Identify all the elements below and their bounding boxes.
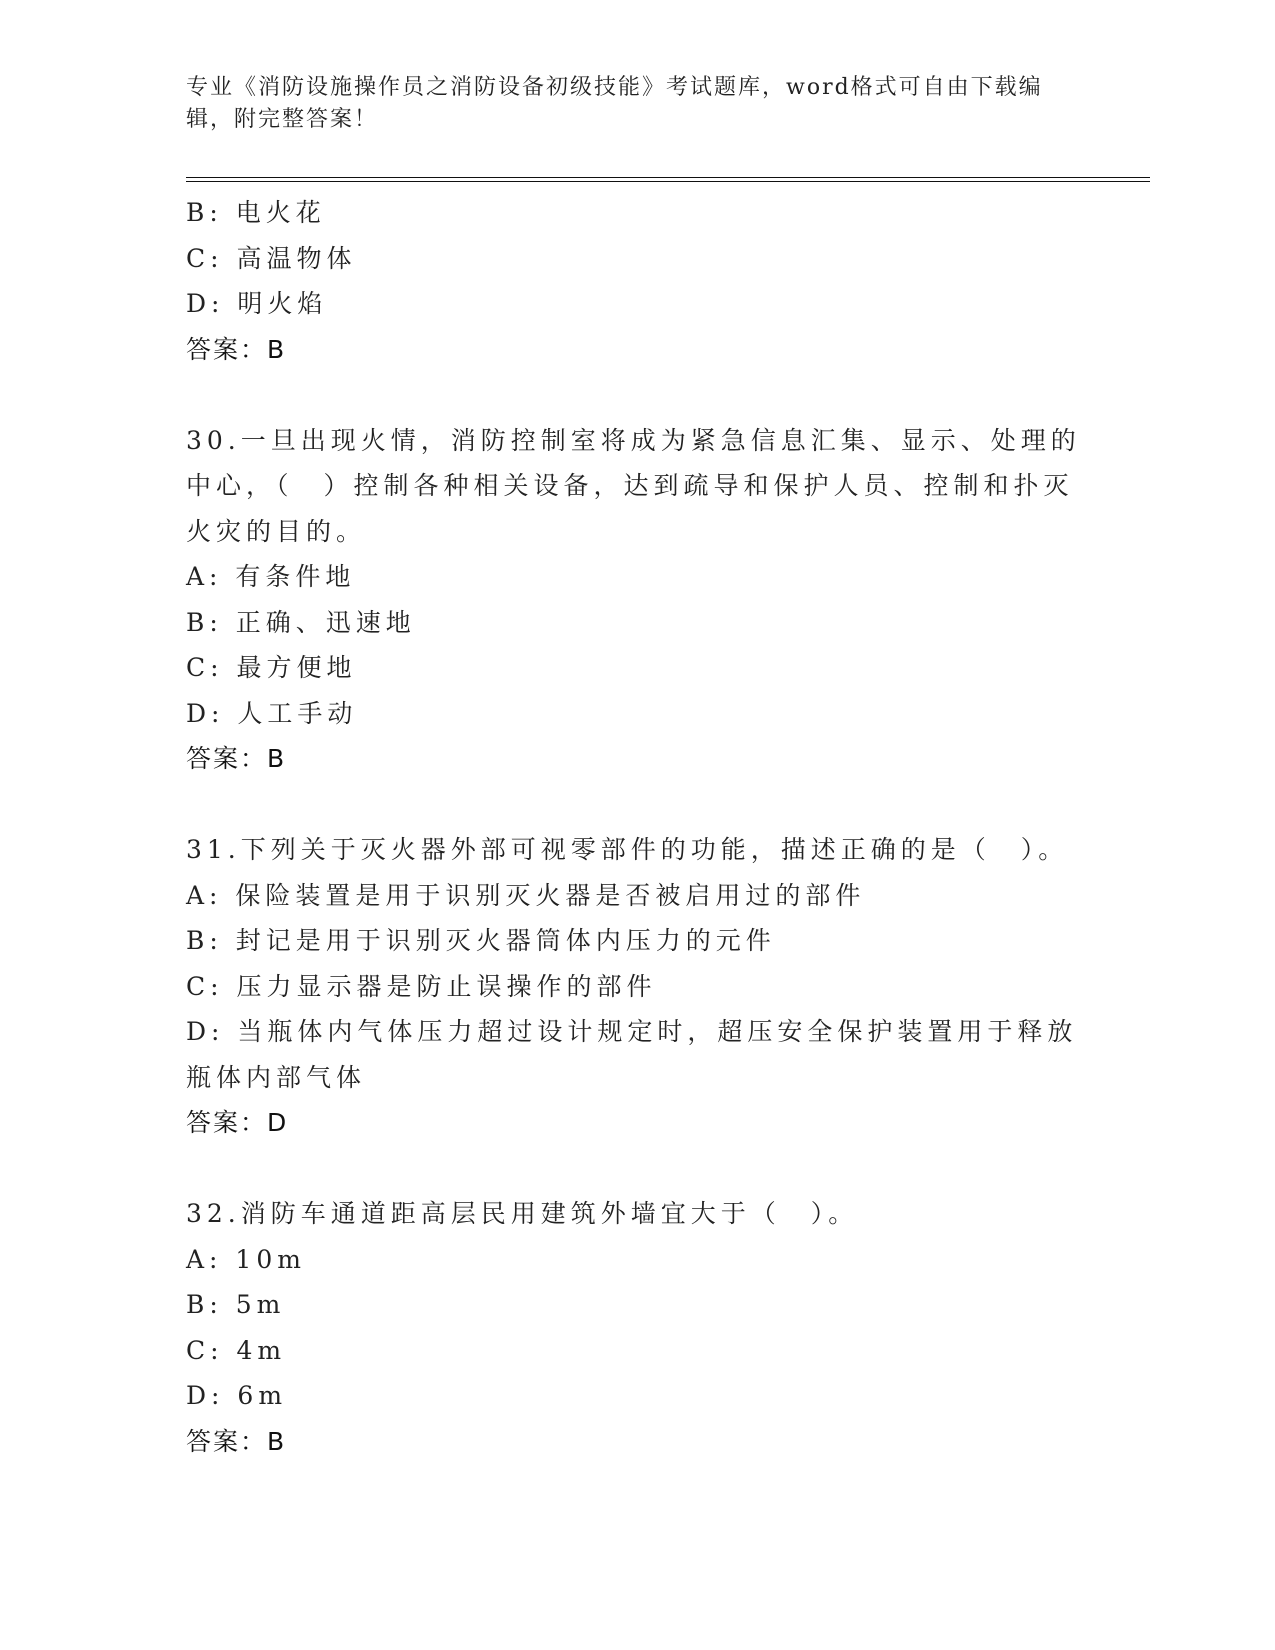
document-header: 专业《消防设施操作员之消防设备初级技能》考试题库，word格式可自由下载编辑，附完整答案！ — [186, 75, 1043, 132]
question-30-block — [186, 418, 1086, 782]
answer-line: 答案：B — [186, 1426, 287, 1456]
option-d: D: 6m — [186, 1381, 288, 1410]
answer-line: 答案：B — [186, 744, 287, 773]
option-b: B: 正确、迅速地 — [186, 607, 416, 637]
spacer — [186, 372, 1086, 418]
option-d: D: 当瓶体内气体压力超过设计规定时，超压安全保护装置用于释放瓶体内部气体 — [186, 1017, 1078, 1092]
option-a: A: 有条件地 — [186, 562, 356, 591]
option-c: C: 最方便地 — [186, 653, 357, 682]
option-b: B: 封记是用于识别灭火器筒体内压力的元件 — [186, 926, 776, 955]
option-d: D: 明火焰 — [186, 289, 328, 318]
spacer — [186, 1146, 1086, 1192]
question-text: 30.一旦出现火情，消防控制室将成为紧急信息汇集、显示、处理的中心，（ ）控制各种相关设备，达到疏导和保护人员、控制和扑灭火灾的目的。 — [186, 425, 1081, 546]
option-c: C: 4m — [186, 1335, 287, 1365]
option-a: A: 10m — [186, 1244, 306, 1274]
option-a: A: 保险装置是用于识别灭火器是否被启用过的部件 — [186, 880, 866, 910]
question-32-block — [186, 1191, 1086, 1464]
question-content — [186, 190, 1086, 1464]
answer-line: 答案：B — [186, 334, 287, 364]
option-b: B: 5m — [186, 1290, 286, 1319]
option-b: B: 电火花 — [186, 198, 326, 227]
header-rule-top — [186, 177, 1150, 178]
prev-question-block — [186, 190, 1086, 372]
question-31-block — [186, 827, 1086, 1146]
option-c: C: 压力显示器是防止误操作的部件 — [186, 971, 657, 1001]
option-c: C: 高温物体 — [186, 243, 357, 273]
answer-line: 答案：D — [186, 1108, 289, 1137]
header-rule-bottom — [186, 181, 1150, 182]
spacer — [186, 782, 1086, 828]
question-text: 32.消防车通道距高层民用建筑外墙宜大于（ ）。 — [186, 1199, 859, 1228]
question-text: 31.下列关于灭火器外部可视零部件的功能，描述正确的是（ ）。 — [186, 835, 1069, 864]
option-d: D: 人工手动 — [186, 698, 358, 728]
